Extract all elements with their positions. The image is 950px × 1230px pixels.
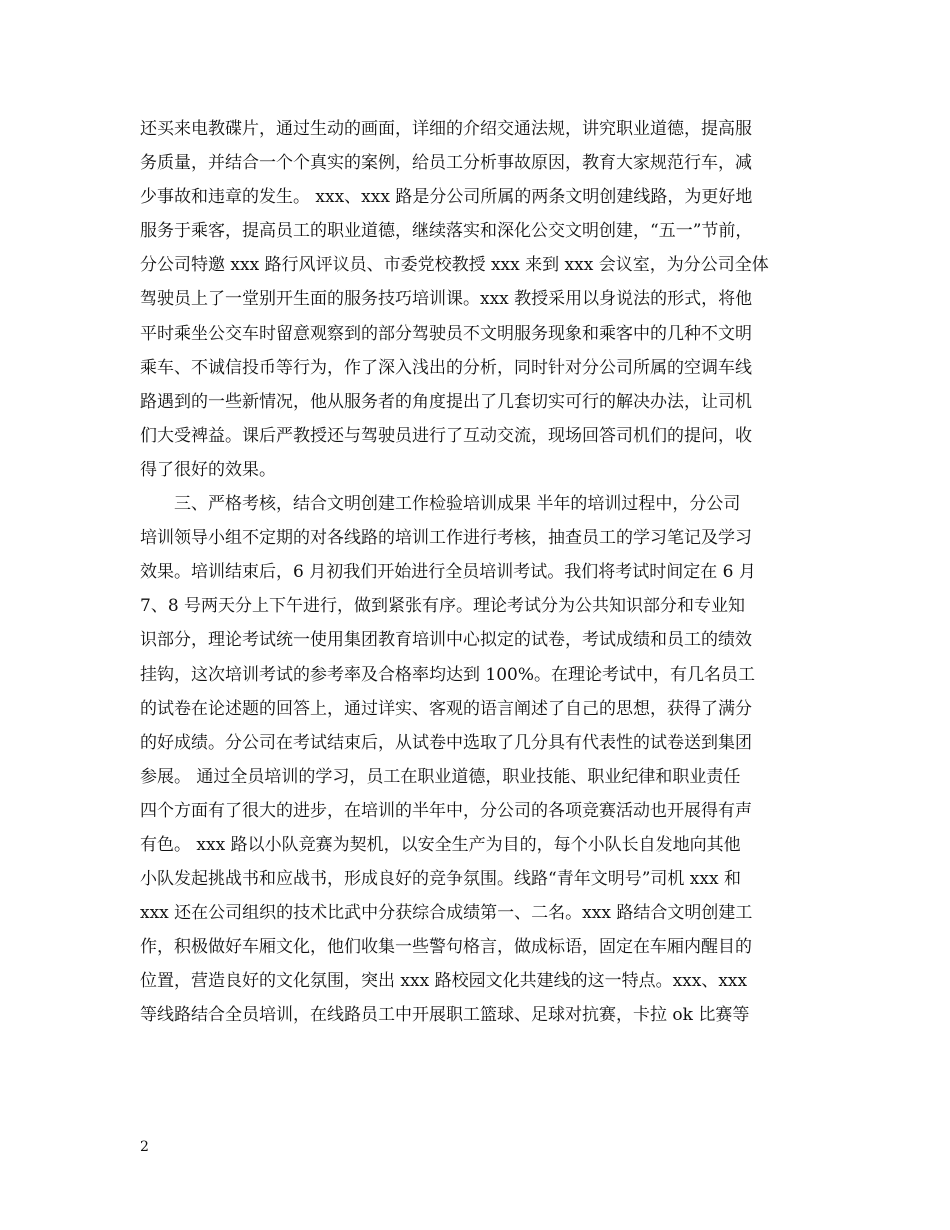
text-line: 7、8 号两天分上下午进行，做到紧张有序。理论考试分为公共知识部分和专业知 bbox=[140, 596, 746, 617]
text-line: 的试卷在论述题的回答上，通过详实、客观的语言阐述了自己的思想，获得了满分 bbox=[140, 698, 752, 719]
text-line: 路遇到的一些新情况，他从服务者的角度提出了几套切实可行的解决办法，让司机 bbox=[140, 391, 752, 412]
text-line: 服务于乘客，提高员工的职业道德，继续落实和深化公交文明创建，“五一”节前， bbox=[140, 221, 753, 242]
text-line: 分公司特邀 xxx 路行风评议员、市委党校教授 xxx 来到 xxx 会议室，为分公司全体 bbox=[140, 255, 769, 276]
text-line: 乘车、不诚信投币等行为，作了深入浅出的分析，同时针对分公司所属的空调车线 bbox=[140, 357, 752, 378]
text-line: 得了很好的效果。 bbox=[140, 459, 276, 480]
text-line: 少事故和违章的发生。 xxx、xxx 路是分公司所属的两条文明创建线路，为更好地 bbox=[140, 187, 753, 208]
text-line: 四个方面有了很大的进步，在培训的半年中，分公司的各项竞赛活动也开展得有声 bbox=[140, 800, 752, 821]
text-line: xxx 还在公司组织的技术比武中分获综合成绩第一、二名。xxx 路结合文明创建工 bbox=[140, 903, 753, 924]
text-line: 作，积极做好车厢文化，他们收集一些警句格言，做成标语，固定在车厢内醒目的 bbox=[140, 937, 752, 958]
body-text bbox=[140, 112, 820, 1033]
text-line: 参展。 通过全员培训的学习，员工在职业道德，职业技能、职业纪律和职业责任 bbox=[140, 766, 741, 787]
text-line: 有色。 xxx 路以小队竞赛为契机，以安全生产为目的，每个小队长自发地向其他 bbox=[140, 834, 741, 855]
page-number: 2 bbox=[140, 1139, 149, 1155]
text-line: 们大受裨益。课后严教授还与驾驶员进行了互动交流，现场回答司机们的提问，收 bbox=[140, 425, 752, 446]
text-line: 挂钩，这次培训考试的参考率及合格率均达到 100%。在理论考试中，有几名员工 bbox=[140, 664, 756, 685]
text-line: 的好成绩。分公司在考试结束后，从试卷中选取了几分具有代表性的试卷送到集团 bbox=[140, 732, 752, 753]
text-line: 平时乘坐公交车时留意观察到的部分驾驶员不文明服务现象和乘客中的几种不文明 bbox=[140, 323, 752, 344]
text-line: 位置，营造良好的文化氛围，突出 xxx 路校园文化共建线的这一特点。xxx、xxx bbox=[140, 971, 748, 992]
text-line: 小队发起挑战书和应战书，形成良好的竞争氛围。线路“青年文明号”司机 xxx 和 bbox=[140, 869, 741, 890]
text-line: 识部分，理论考试统一使用集团教育培训中心拟定的试卷，考试成绩和员工的绩效 bbox=[140, 630, 752, 651]
text-line: 效果。培训结束后，6 月初我们开始进行全员培训考试。我们将考试时间定在 6 月 bbox=[140, 562, 756, 583]
text-line: 还买来电教碟片，通过生动的画面，详细的介绍交通法规，讲究职业道德，提高服 bbox=[140, 119, 752, 139]
text-line: 培训领导小组不定期的对各线路的培训工作进行考核，抽查员工的学习笔记及学习 bbox=[140, 528, 752, 549]
text-line: 驾驶员上了一堂别开生面的服务技巧培训课。xxx 教授采用以身说法的形式，将他 bbox=[140, 289, 753, 310]
text-line: 务质量，并结合一个个真实的案例，给员工分析事故原因，教育大家规范行车，减 bbox=[140, 153, 752, 174]
text-line: 三、严格考核，结合文明创建工作检验培训成果 半年的培训过程中，分公司 bbox=[140, 494, 741, 515]
text-line: 等线路结合全员培训，在线路员工中开展职工篮球、足球对抗赛，卡拉 ok 比赛等 bbox=[140, 1005, 750, 1026]
